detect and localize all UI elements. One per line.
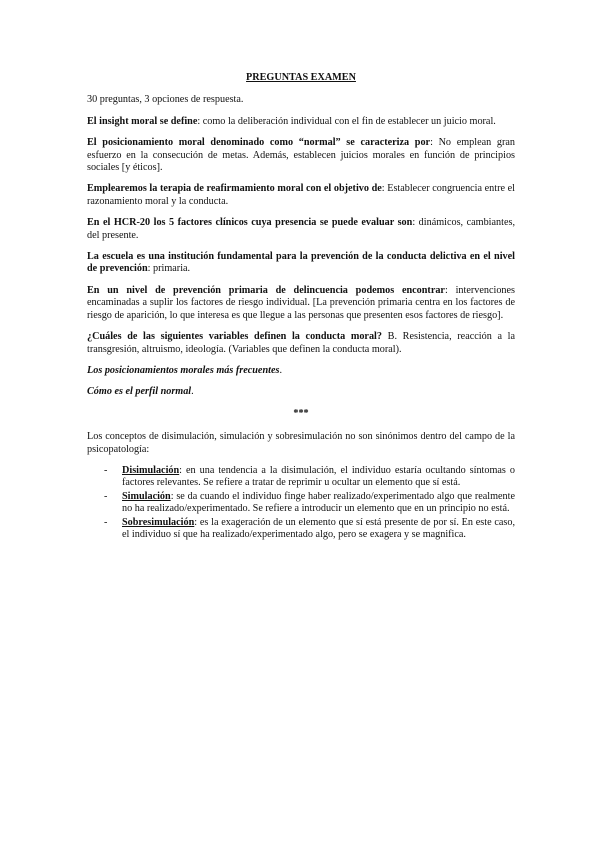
concept-definition: : se da cuando el individuo finge haber realizado/experimentado algo que realmente no ha realizado/experimentado. Se refiere a introducir un elemento que en un principio no está. (122, 490, 515, 515)
question-2 (87, 137, 515, 174)
dash-bullet: - (104, 464, 108, 476)
dash-bullet: - (104, 490, 108, 502)
extra-line-end: . (279, 364, 282, 376)
answer-text: dinámicos, cambiantes, del presente. (87, 217, 515, 241)
question-separator: : (412, 217, 419, 229)
question-6 (87, 285, 515, 322)
extra-line-text: Los posicionamientos morales más frecuentes (87, 364, 280, 376)
question-text: Emplearemos la terapia de reafirmamiento moral con el objetivo de (87, 183, 382, 195)
list-item (87, 465, 515, 490)
concepts-list (87, 465, 515, 541)
extra-line-end: . (191, 386, 194, 398)
concept-term: Simulación (122, 490, 171, 502)
answer-text: como la deliberación individual con el fin de establecer un juicio moral. (202, 115, 496, 127)
section-separator: *** (293, 407, 309, 419)
question-text: En el HCR-20 los 5 factores clínicos cuya presencia se puede evaluar son (87, 217, 413, 229)
question-separator: : (147, 263, 154, 275)
extra-line-2 (87, 386, 515, 398)
question-7 (87, 331, 515, 356)
question-text: El insight moral se define (87, 115, 198, 127)
answer-text: primaria. (153, 263, 191, 275)
intro-text: 30 preguntas, 3 opciones de respuesta. (87, 94, 244, 106)
answer-text: intervenciones encaminadas a suplir los factores de riesgo individual. [La prevención primaria centra en los factores de riesgo de aparición, lo que interesa es que llegue a las personas que presenten esos factores de riesgo]. (87, 284, 515, 321)
question-text: El posicionamiento moral denominado como “normal” se caracteriza por (87, 137, 431, 149)
question-text: En un nivel de prevención primaria de delincuencia podemos encontrar (87, 284, 445, 296)
concept-term: Disimulación (122, 464, 180, 476)
page-title: PREGUNTAS EXAMEN (246, 72, 356, 83)
concept-definition: : en una tendencia a la disimulación, el individuo estaría ocultando síntomas o factores relevantes. Se refiere a tratar de reprimir u ocultar un elemento que sí está. (122, 464, 515, 489)
question-text: ¿Cuáles de las siguientes variables definen la conducta moral? (87, 331, 382, 343)
answer-text: Establecer congruencia entre el razonamiento moral y la conducta. (87, 183, 515, 207)
dash-bullet: - (104, 516, 108, 528)
question-separator: : (381, 183, 388, 195)
question-separator: : (197, 115, 203, 127)
question-1 (87, 116, 515, 128)
concept-definition: : es la exageración de un elemento que sí está presente de por sí. En este caso, el individuo sí que ha realizado/experimentado algo, pero se exagera y se magnifica. (122, 516, 515, 540)
answer-text: No emplean gran esfuerzo en la consecución de metas. Además, establecen juicios morales en función de principios sociales [y éticos]. (87, 137, 515, 174)
question-5 (87, 251, 515, 276)
concept-term: Sobresimulación (122, 516, 195, 528)
concepts-intro: Los conceptos de disimulación, simulación y sobresimulación no son sinónimos dentro del campo de la psicopatología: (87, 431, 515, 455)
question-text: La escuela es una institución fundamental para la prevención de la conducta delictiva en el nivel de prevención (87, 251, 515, 275)
question-3 (87, 183, 515, 208)
question-separator: : (444, 284, 456, 296)
extra-line-text: Cómo es el perfil normal (87, 386, 192, 398)
list-item (87, 491, 515, 516)
question-4 (87, 217, 515, 242)
list-item (87, 517, 515, 542)
question-separator: : (430, 137, 439, 149)
extra-line-1 (87, 365, 515, 377)
document-page (87, 72, 515, 542)
answer-text: B. Resistencia, reacción a la transgresión, altruismo, ideología. (Variables que definen la conducta moral). (87, 331, 515, 355)
